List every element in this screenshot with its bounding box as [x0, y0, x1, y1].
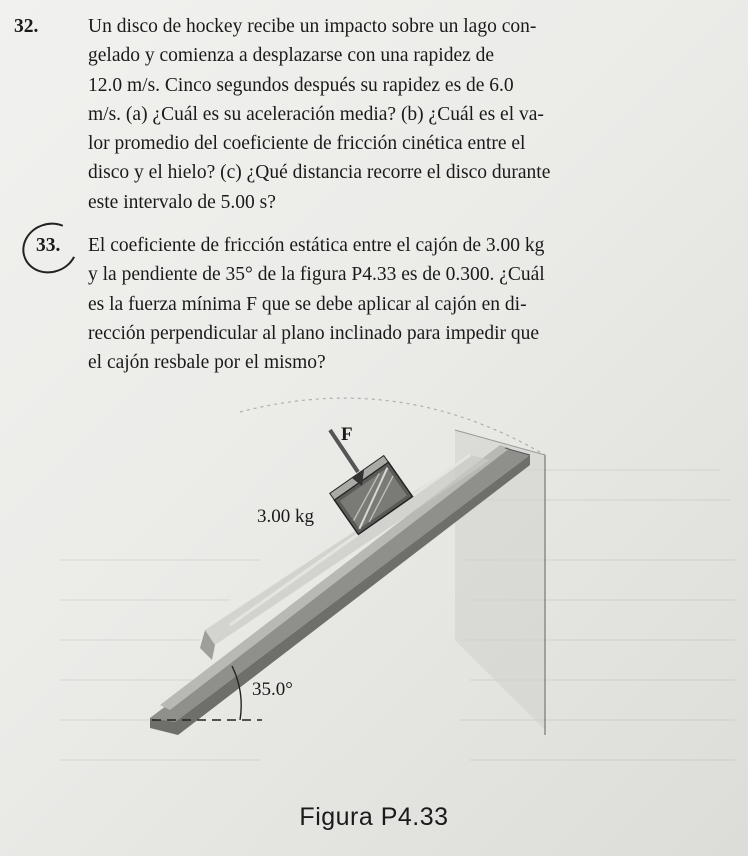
problem-text-line: este intervalo de 5.00 s?: [88, 191, 276, 213]
problem-text-line: rección perpendicular al plano inclinado para impedir que: [88, 322, 540, 344]
problem-32: [14, 12, 714, 217]
problem-text-line: Un disco de hockey recibe un impacto sobre un lago con-: [88, 16, 537, 37]
problem-number: 32.: [14, 16, 39, 37]
force-label: F: [341, 424, 353, 445]
problem-number: 33.: [36, 235, 61, 256]
angle-label: 35.0°: [252, 679, 293, 700]
mass-label: 3.00 kg: [257, 506, 314, 527]
problem-text-line: disco y el hielo? (c) ¿Qué distancia recorre el disco durante: [88, 162, 551, 184]
problem-33: [14, 231, 714, 377]
incline-figure: [0, 380, 748, 856]
problem-text-line: lor promedio del coeficiente de fricción cinética entre el: [88, 133, 526, 155]
problem-text-line: gelado y comienza a desplazarse con una rapidez de: [88, 45, 495, 67]
problem-text-line: m/s. (a) ¿Cuál es su aceleración media? (b) ¿Cuál es el va-: [88, 103, 544, 125]
problem-text-line: el cajón resbale por el mismo?: [88, 352, 326, 374]
problem-text-line: 12.0 m/s. Cinco segundos después su rapidez es de 6.0: [88, 74, 514, 96]
figure-caption: Figura P4.33: [299, 803, 449, 831]
problem-text-line: es la fuerza mínima F que se debe aplicar al cajón en di-: [88, 293, 527, 315]
problem-text-line: y la pendiente de 35° de la figura P4.33 es de 0.300. ¿Cuál: [88, 264, 545, 286]
problem-text-line: El coeficiente de fricción estática entre el cajón de 3.00 kg: [88, 235, 545, 256]
